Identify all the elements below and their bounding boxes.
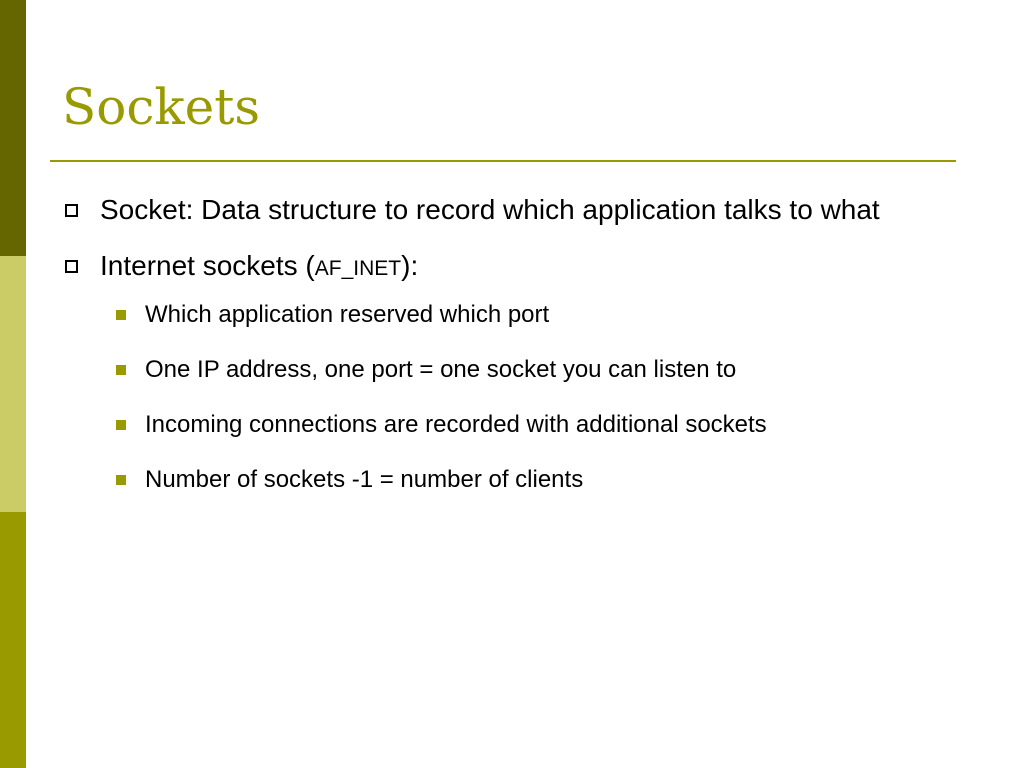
title-divider [50, 160, 956, 162]
bullet-text-before: Internet sockets ( [100, 250, 315, 281]
sub-bullet-text: One IP address, one port = one socket you can listen to [145, 356, 737, 383]
bullet-item [62, 190, 962, 230]
sub-bullet-text: Incoming connections are recorded with additional sockets [145, 411, 767, 438]
sub-bullet-item [62, 299, 962, 331]
side-bar-top [0, 0, 26, 256]
bullet-text-after: ): [401, 250, 419, 281]
sub-bullet-text: Which application reserved which port [145, 301, 550, 328]
bullet-text: Socket: Data structure to record which application talks to what [100, 194, 880, 225]
side-bar-bottom [0, 512, 26, 768]
filled-square-bullet-icon [116, 310, 126, 320]
sub-bullet-item [62, 354, 962, 386]
sub-bullet-item [62, 464, 962, 496]
bullet-list [62, 190, 962, 519]
filled-square-bullet-icon [116, 365, 126, 375]
bullet-code: AF_INET [314, 257, 402, 280]
slide-title: Sockets [62, 78, 260, 136]
hollow-square-bullet-icon [65, 260, 78, 273]
hollow-square-bullet-icon [65, 204, 78, 217]
side-bar-middle [0, 256, 26, 512]
sub-bullet-list [62, 299, 962, 496]
sub-bullet-item [62, 409, 962, 441]
filled-square-bullet-icon [116, 420, 126, 430]
sub-bullet-text: Number of sockets -1 = number of clients [145, 466, 584, 493]
filled-square-bullet-icon [116, 475, 126, 485]
bullet-item [62, 246, 962, 289]
